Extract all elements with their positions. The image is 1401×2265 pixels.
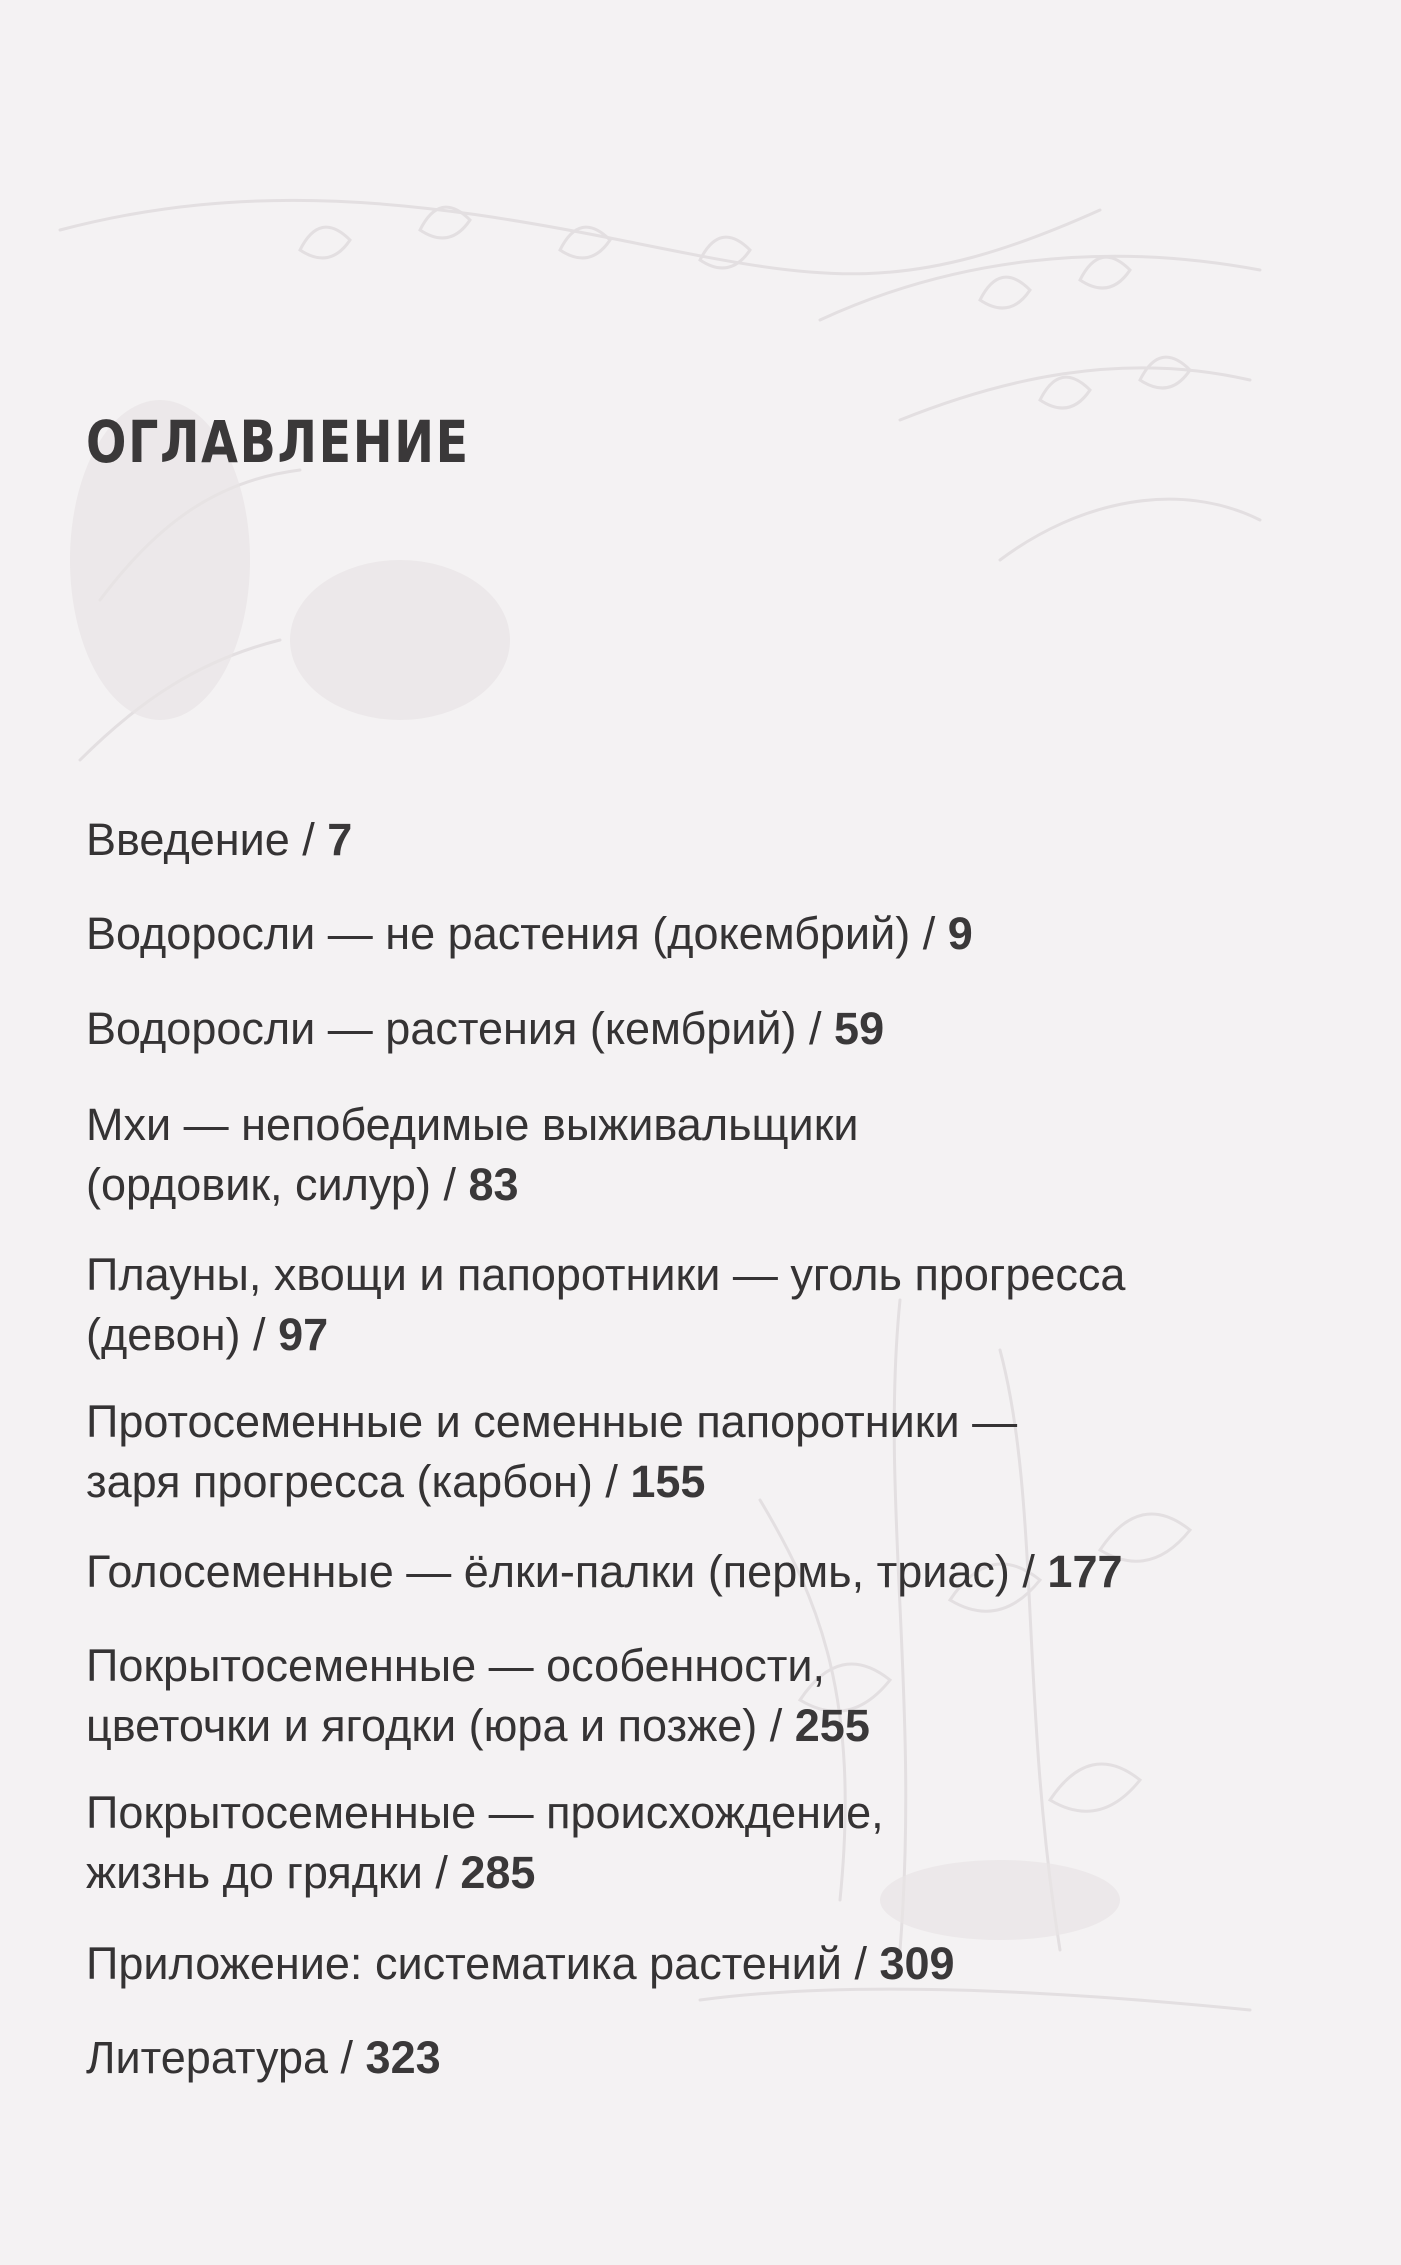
- toc-entry: [86, 1934, 1286, 1994]
- page-number: 59: [834, 1003, 885, 1054]
- page-number: 7: [327, 814, 353, 865]
- page-number: 177: [1047, 1546, 1123, 1597]
- toc-entry: [86, 1636, 1286, 1756]
- toc-line: жизнь до грядки / 285: [86, 1847, 536, 1898]
- page-number: 97: [278, 1309, 329, 1360]
- page-title: ОГЛАВЛЕНИЕ: [86, 408, 470, 476]
- toc-line: цветочки и ягодки (юра и позже) / 255: [86, 1700, 870, 1751]
- toc-entry: [86, 2028, 1286, 2088]
- page-number: 255: [794, 1700, 870, 1751]
- toc-line: (ордовик, силур) / 83: [86, 1159, 519, 1210]
- toc-line: Покрытосеменные — особенности,: [86, 1640, 825, 1691]
- toc-entry: [86, 1392, 1286, 1512]
- page-number: 285: [460, 1847, 536, 1898]
- toc-entry: [86, 999, 1286, 1059]
- toc-entry: [86, 810, 1286, 870]
- page-number: 83: [468, 1159, 519, 1210]
- toc-line: Протосеменные и семенные папоротники —: [86, 1396, 1018, 1447]
- page-number: 9: [947, 908, 973, 959]
- toc-entry: [86, 1095, 1286, 1215]
- toc-line: (девон) / 97: [86, 1309, 329, 1360]
- toc-line: Голосеменные — ёлки-палки (пермь, триас) / 177: [86, 1546, 1123, 1597]
- toc-line: Покрытосеменные — происхождение,: [86, 1787, 884, 1838]
- toc-line: Водоросли — растения (кембрий) / 59: [86, 1003, 885, 1054]
- toc-line: Приложение: систематика растений / 309: [86, 1938, 955, 1989]
- toc-line: Литература / 323: [86, 2032, 441, 2083]
- toc-entry: [86, 1542, 1286, 1602]
- toc-entry: [86, 904, 1286, 964]
- page-number: 155: [630, 1456, 706, 1507]
- toc-line: Введение / 7: [86, 814, 353, 865]
- toc-line: заря прогресса (карбон) / 155: [86, 1456, 706, 1507]
- toc-line: Водоросли — не растения (докембрий) / 9: [86, 908, 973, 959]
- toc-entry: [86, 1245, 1286, 1365]
- toc-entry: [86, 1783, 1286, 1903]
- page-number: 309: [879, 1938, 955, 1989]
- page-number: 323: [365, 2032, 441, 2083]
- toc-line: Мхи — непобедимые выживальщики: [86, 1099, 859, 1150]
- toc-line: Плауны, хвощи и папоротники — уголь прогресса: [86, 1249, 1126, 1300]
